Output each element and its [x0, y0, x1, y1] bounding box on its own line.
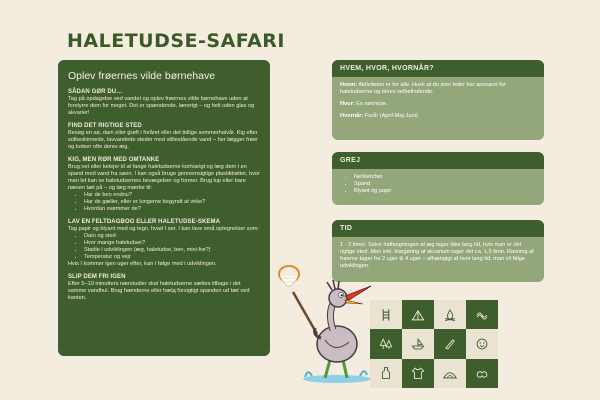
icon-cell [466, 359, 498, 388]
icon-cell [434, 329, 466, 358]
bird-with-net-illustration [275, 262, 375, 387]
list-item: • Spand [354, 181, 536, 188]
icon-cell [402, 300, 434, 329]
icon-cell [466, 329, 498, 358]
knot-icon [475, 308, 489, 322]
time-text: 1 - 2 timer. Selve indfangningen af æg tager ikke lang tid, hvis man er det rigtige sted. Men inkl. klargøring af akvarium tager det ca. 1,5 time. Rasning af frøerne tager fra 2 uger til 4 uger – afhængigt af hvor lang tid, man vil følge udviklingen. [340, 242, 534, 269]
activity-description-card [58, 60, 270, 356]
who-where-when-card [332, 60, 544, 140]
icon-cell [434, 359, 466, 388]
list-item: • Hvor mange haletudser? [84, 240, 260, 247]
when-text: Forår (April-Maj-Juni) [364, 113, 418, 119]
section-text-release: Efter 5–10 minutters nærstudier skal haletudserne sættes tilbage i det samme vandhul. Brug hænderne eller hælд forsigtigt spanden ud tæt ved kanten. [68, 281, 250, 301]
where-row [340, 101, 536, 108]
section-heading-release: SLIP DEM FRI IGEN [68, 274, 126, 280]
trees-icon [379, 337, 393, 351]
bottle-icon [379, 366, 393, 380]
icon-cell [466, 300, 498, 329]
icon-cell [370, 300, 402, 329]
when-label: Hvornår: [340, 113, 364, 119]
hill-icon [443, 366, 457, 380]
knife-icon [443, 337, 457, 351]
icon-cell [402, 359, 434, 388]
list-item: • Har de gæller, eller er lungerne begyndt at virke? [84, 199, 260, 206]
section-text-place: Besøg en sø, dam eller grøft i foråret eller det tidlige sommerhalvår. Kig efter solbeskinnede, lavvandede steder med stillestående vand – her lægger frøer og tudser ofte deres æg. [68, 130, 258, 150]
card-heading: Oplev frøernes vilde børnehave [68, 70, 216, 82]
list-item: • Blyant og papir [354, 188, 536, 195]
who-text: Aktiviteten er for alle. Husk at du som leder har ansvaret for haletudserne og deres velbefindende. [340, 82, 506, 95]
icon-cell [370, 359, 402, 388]
gear-card [332, 152, 544, 205]
gear-list [340, 174, 536, 195]
section-text-look: Brug net eller ketsjer til at fange haletudserne kortvarigt og læg dem i en spand med vand fra søen. I kan også bruge gennemsigtige plastikbøtter, hvor man let kan se haletudsernes bevægelser og former. Brug lup eller bare næsen tæt på – og læg mærke til: [68, 164, 260, 191]
section-heading-how: SÅDAN GØR DU… [68, 89, 123, 95]
time-heading: TID [332, 220, 544, 237]
section-text-how: Tag på opdagelse ved vandet og oplev frøernes vilde børnehave uden at forstyrre dem for meget. Det er spændende, lærerigt – og helt uden glas og akvarier! [68, 96, 255, 116]
list-item: • Har de ben endnu? [84, 192, 260, 199]
icon-cell [402, 329, 434, 358]
who-label: Hvem: [340, 82, 358, 88]
section-heading-place: FIND DET RIGTIGE STED [68, 123, 142, 129]
activity-icon-grid [370, 300, 498, 388]
ladder-icon [379, 308, 393, 322]
list-item: • Net/ketcher [354, 174, 536, 181]
icon-cell [370, 329, 402, 358]
where-label: Hvor: [340, 101, 355, 107]
who-heading: HVEM, HVOR, HVORNÅR? [332, 60, 544, 77]
list-item: • Stadie i udviklingen (æg, haletudse, ben, mini-frø?) [84, 247, 260, 254]
list-item: • Temperatur og vejr [84, 254, 260, 261]
diary-bullet-list [68, 233, 260, 261]
section-heading-look: KIG, MEN RØR MED OMTANKE [68, 157, 160, 163]
gear-heading: GREJ [332, 152, 544, 169]
boat-icon [411, 337, 425, 351]
hands-icon [475, 366, 489, 380]
when-row [340, 113, 536, 120]
face-icon [475, 337, 489, 351]
shirt-icon [411, 366, 425, 380]
fire-icon [443, 308, 457, 322]
look-bullet-list [68, 192, 260, 213]
section-text-diary-after: Hvis I kommer igen uger efter, kan I følge med i udviklingen. [68, 261, 217, 267]
list-item: • Hvordan svømmer de? [84, 206, 260, 213]
section-heading-diary: LAV EN FELTDAGBOG ELLER HALETUDSE-SKEMA [68, 219, 221, 225]
where-text: En sø/mose. [356, 101, 388, 107]
icon-cell [434, 300, 466, 329]
page-title: HALETUDSE-SAFARI [67, 30, 285, 52]
who-row [340, 82, 536, 96]
section-text-diary: Tag papir og blyant med og tegn, hvad I ser. I kan lave små optegnelser som: [68, 226, 259, 232]
tent-icon [411, 308, 425, 322]
list-item: • Dato og sted [84, 233, 260, 240]
